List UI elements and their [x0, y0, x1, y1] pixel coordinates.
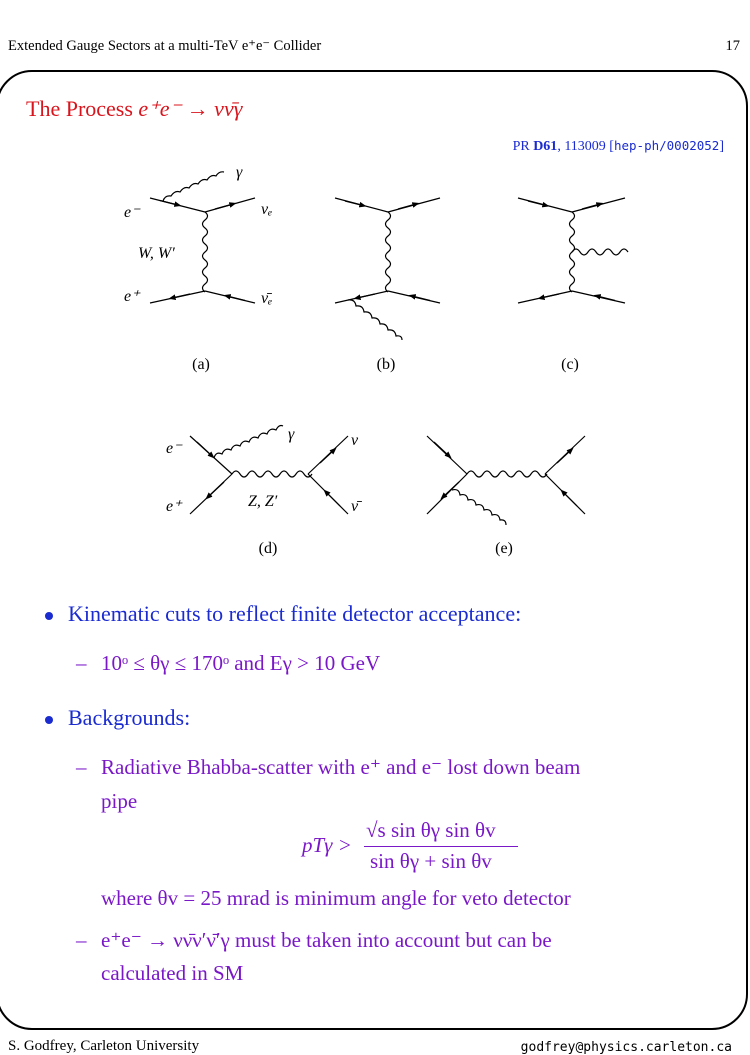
- diagram-a-e-plus: e⁺: [124, 288, 140, 305]
- ref-journal: PR: [512, 139, 534, 154]
- slide-title-math: e⁺e⁻ → νν̄γ: [138, 96, 243, 121]
- sub-veto-detector: where θv = 25 mrad is minimum angle for veto detector: [101, 886, 571, 910]
- diagram-b: [335, 198, 440, 340]
- ref-close: ]: [719, 139, 724, 154]
- diagram-c-label: (c): [561, 356, 579, 373]
- diagram-e-label: (e): [495, 540, 513, 557]
- diagram-d-boson: Z, Z′: [248, 493, 278, 510]
- diagram-b-label: (b): [376, 356, 396, 373]
- diagram-a-e-minus: e⁻: [124, 204, 140, 221]
- diagram-a-nu-e: νₑ: [261, 201, 273, 218]
- ref-volume: D61: [533, 139, 558, 154]
- diagram-a-boson: W, W′: [138, 245, 175, 262]
- bullet-dot-1: [45, 612, 53, 620]
- bullet-dot-2: [45, 716, 53, 724]
- dash-2: –: [76, 755, 87, 779]
- dash-3: –: [76, 928, 87, 952]
- diagram-c: [518, 198, 628, 303]
- diagram-d-nubar: ν̄: [351, 498, 359, 515]
- feynman-diagrams: [0, 150, 750, 570]
- ref-arxiv: hep-ph/0002052: [613, 138, 720, 153]
- diagram-a-label: (a): [192, 356, 210, 373]
- diagram-a-gamma: γ: [236, 164, 243, 181]
- sub-neutrino-line1: e⁺e⁻ → νν̄ν′ν̄′γ must be taken into account but can be: [101, 928, 552, 952]
- dash-1: –: [76, 651, 87, 675]
- slide-title-text: The Process: [26, 96, 139, 121]
- page-number: 17: [725, 38, 740, 54]
- sub-bhabba-line1: Radiative Bhabba-scatter with e⁺ and e⁻ lost down beam: [101, 755, 581, 779]
- formula-fraction-bar: [364, 846, 518, 847]
- diagram-d-e-plus: e⁺: [166, 498, 182, 515]
- diagram-d-e-minus: e⁻: [166, 440, 182, 457]
- sub-kinematic-range: 10ᵒ ≤ θγ ≤ 170ᵒ and Eγ > 10 GeV: [101, 651, 381, 675]
- diagram-d-nu: ν: [351, 432, 359, 449]
- footer-email: godfrey@physics.carleton.ca: [520, 1040, 732, 1055]
- bullet-backgrounds: Backgrounds:: [68, 705, 191, 730]
- formula-lhs: pTγ >: [302, 833, 352, 857]
- diagram-a: [150, 172, 255, 303]
- running-header-title: Extended Gauge Sectors at a multi-TeV e⁺e⁻ Collider: [8, 38, 322, 54]
- diagram-d-gamma: γ: [288, 426, 295, 443]
- sub-neutrino-line2: calculated in SM: [101, 961, 244, 985]
- formula-denominator: sin θγ + sin θv: [370, 849, 492, 873]
- footer-author: S. Godfrey, Carleton University: [8, 1038, 200, 1054]
- diagram-a-nubar-e: ν̄ₑ: [261, 290, 273, 307]
- formula-numerator: √s sin θγ sin θv: [366, 818, 496, 842]
- diagram-e: [427, 436, 585, 525]
- ref-rest: , 113009 [: [557, 139, 614, 154]
- bullet-kinematic-cuts: Kinematic cuts to reflect finite detector acceptance:: [68, 601, 522, 626]
- sub-bhabba-line2: pipe: [101, 789, 138, 813]
- slide-title: [26, 96, 242, 122]
- diagram-d-label: (d): [258, 540, 278, 557]
